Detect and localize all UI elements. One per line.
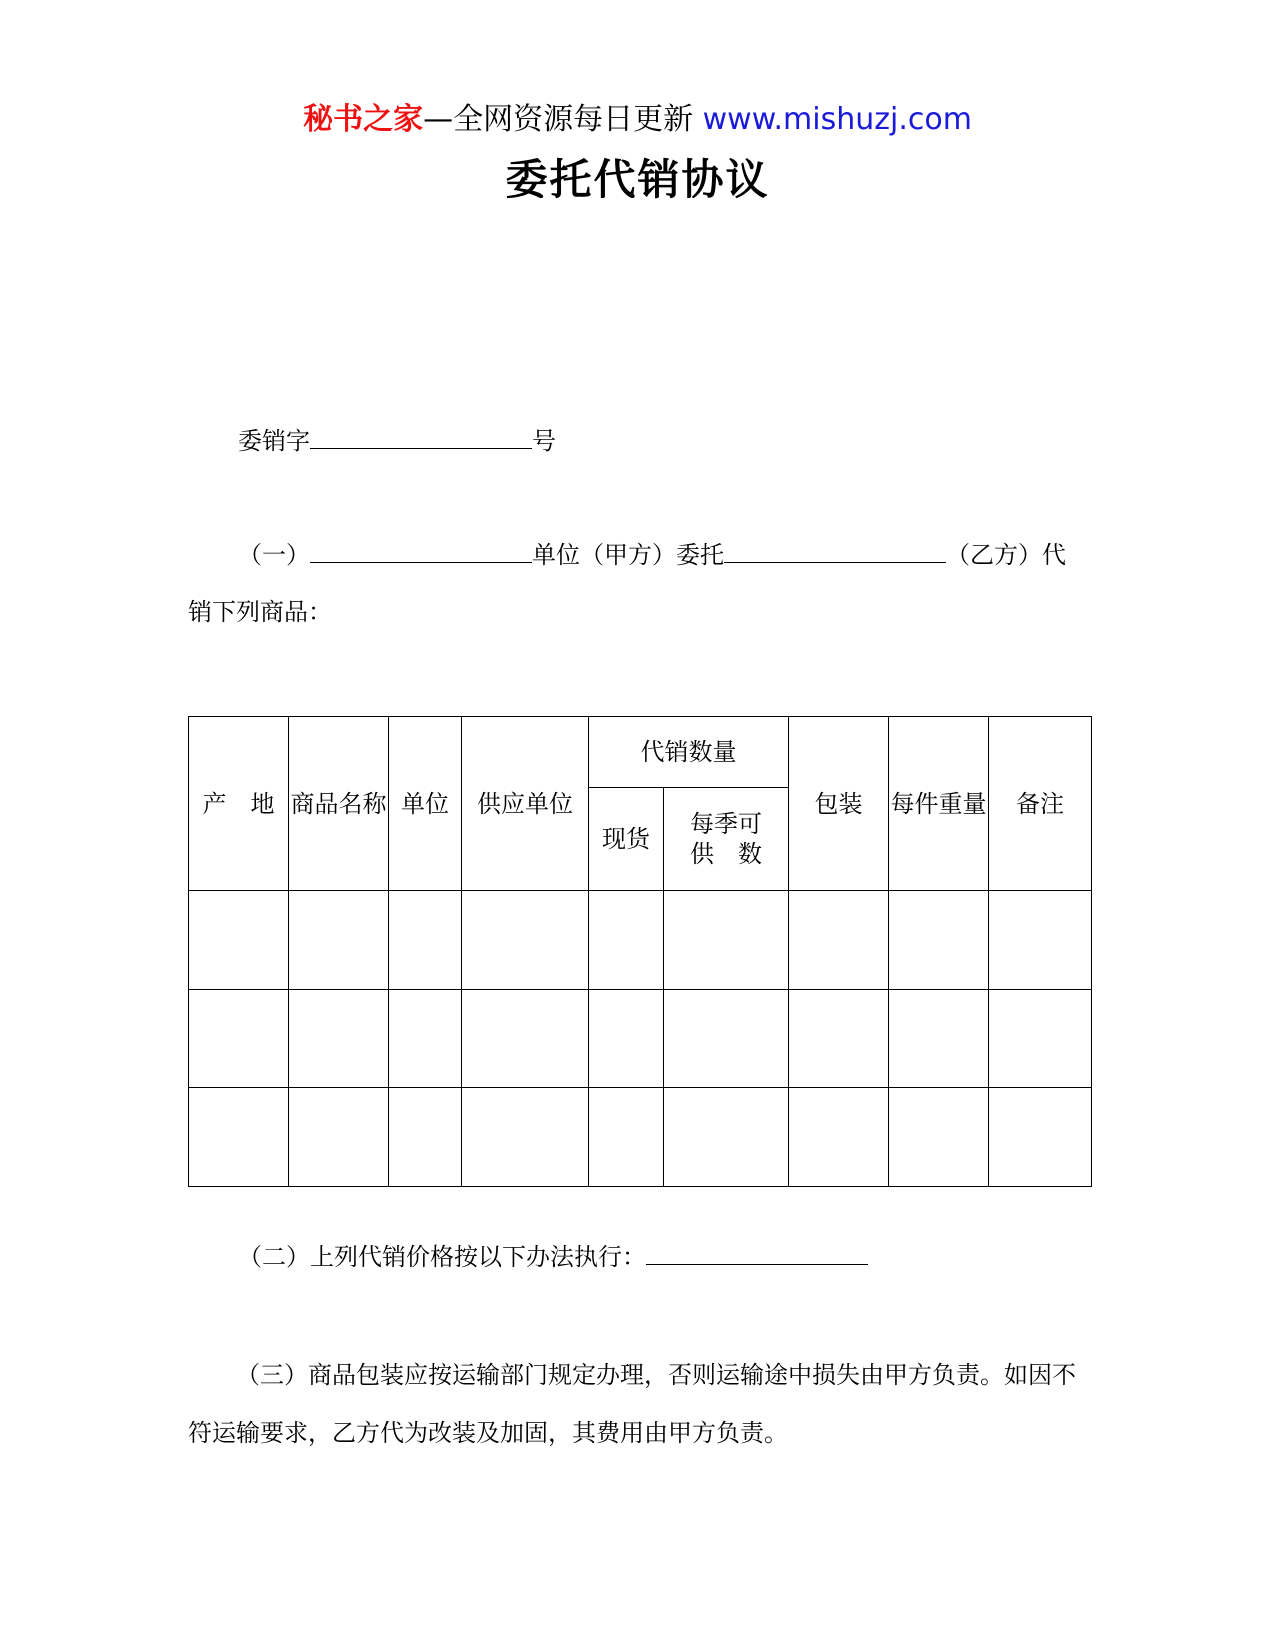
clause-1-line-2: 销下列商品： <box>188 598 332 626</box>
site-url[interactable]: www.mishuzj.com <box>702 102 972 137</box>
table-row <box>189 990 1092 1088</box>
table-cell[interactable] <box>289 990 389 1088</box>
header-packing: 包装 <box>789 717 889 891</box>
clause-2-text: （二）上列代销价格按以下办法执行： <box>238 1243 646 1271</box>
table-cell[interactable] <box>589 990 664 1088</box>
table-cell[interactable] <box>989 891 1092 990</box>
party-b-blank[interactable] <box>724 538 946 563</box>
table-cell[interactable] <box>889 990 989 1088</box>
table-cell[interactable] <box>389 891 462 990</box>
header-remarks: 备注 <box>989 717 1092 891</box>
clause-1-line-1 <box>238 538 1066 571</box>
header-seasonal-supply <box>664 788 789 891</box>
header-supplier: 供应单位 <box>462 717 589 891</box>
brand-name: 秘书之家 <box>303 102 424 137</box>
table-cell[interactable] <box>664 990 789 1088</box>
party-a-blank[interactable] <box>310 538 532 563</box>
reference-suffix: 号 <box>532 427 556 455</box>
table-cell[interactable] <box>462 1088 589 1187</box>
header-origin: 产 地 <box>189 717 289 891</box>
table-cell[interactable] <box>389 1088 462 1187</box>
reference-number-line <box>238 424 556 457</box>
site-banner <box>0 100 1275 140</box>
table-cell[interactable] <box>789 1088 889 1187</box>
goods-table <box>188 716 1092 1187</box>
banner-slogan: —全网资源每日更新 <box>423 102 703 137</box>
header-product-name: 商品名称 <box>289 717 389 891</box>
table-cell[interactable] <box>664 1088 789 1187</box>
table-cell[interactable] <box>289 891 389 990</box>
table-cell[interactable] <box>589 891 664 990</box>
table-row <box>189 1088 1092 1187</box>
clause-2 <box>238 1240 868 1273</box>
table-cell[interactable] <box>789 891 889 990</box>
clause-1-start: （一） <box>238 541 310 569</box>
table-row <box>189 891 1092 990</box>
table-cell[interactable] <box>462 891 589 990</box>
table-cell[interactable] <box>889 891 989 990</box>
table-cell[interactable] <box>664 891 789 990</box>
table-cell[interactable] <box>189 1088 289 1187</box>
header-consignment-quantity: 代销数量 <box>589 717 789 788</box>
table-cell[interactable] <box>289 1088 389 1187</box>
table-cell[interactable] <box>589 1088 664 1187</box>
header-unit-weight: 每件重量 <box>889 717 989 891</box>
reference-prefix: 委销字 <box>238 427 310 455</box>
table-cell[interactable] <box>189 990 289 1088</box>
table-cell[interactable] <box>889 1088 989 1187</box>
clause-3: （三）商品包装应按运输部门规定办理，否则运输途中损失由甲方负责。如因不符运输要求，乙方代为改装及加固，其费用由甲方负责。 <box>188 1361 1076 1447</box>
table-cell[interactable] <box>989 1088 1092 1187</box>
table-cell[interactable] <box>389 990 462 1088</box>
header-seasonal-line-1: 每季可 <box>690 810 762 838</box>
table-cell[interactable] <box>189 891 289 990</box>
document-title: 委托代销协议 <box>505 155 770 204</box>
reference-number-blank[interactable] <box>310 424 532 449</box>
clause-1-mid: 单位（甲方）委托 <box>532 541 724 569</box>
table-cell[interactable] <box>989 990 1092 1088</box>
header-seasonal-line-2: 供 数 <box>690 840 762 868</box>
table-header-row-1 <box>189 717 1092 788</box>
pricing-method-blank[interactable] <box>646 1240 868 1265</box>
clause-1-end: （乙方）代 <box>946 541 1066 569</box>
header-unit: 单位 <box>389 717 462 891</box>
table-cell[interactable] <box>789 990 889 1088</box>
header-in-stock: 现货 <box>589 788 664 891</box>
table-cell[interactable] <box>462 990 589 1088</box>
